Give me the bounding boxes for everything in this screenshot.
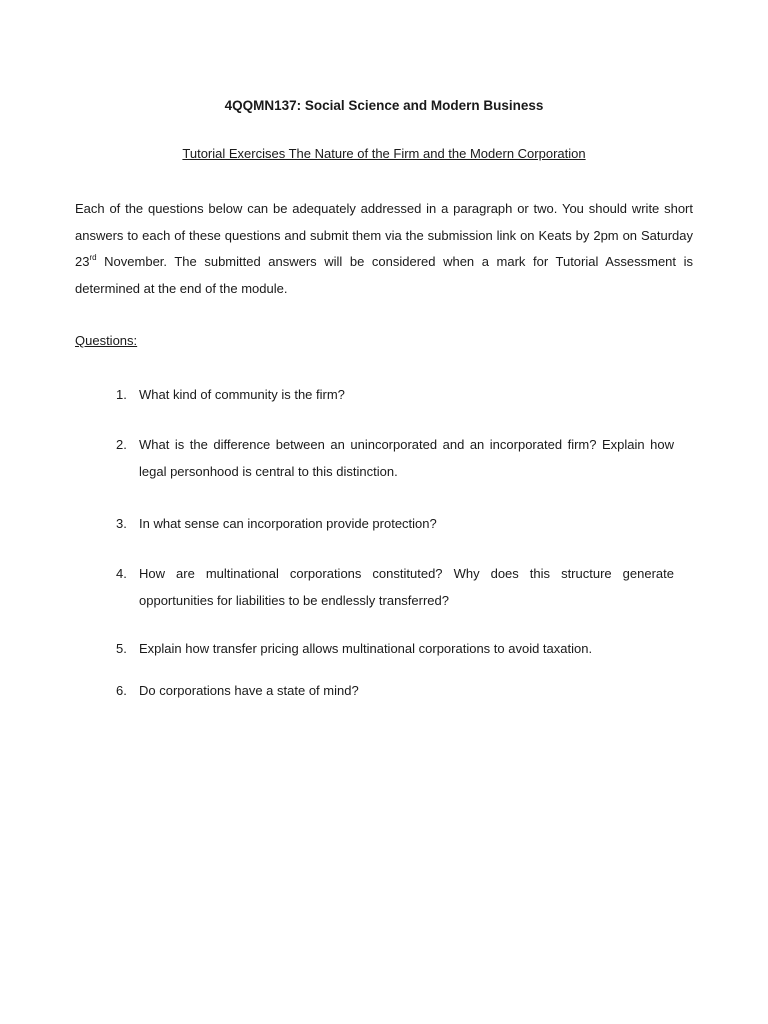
question-number: 6. bbox=[116, 683, 127, 698]
document-title: 4QQMN137: Social Science and Modern Business bbox=[224, 98, 544, 113]
question-number: 3. bbox=[116, 516, 127, 531]
intro-text-part2: November. The submitted answers will be considered when a mark for Tutorial Assessment is determined at the end of the module. bbox=[75, 254, 693, 296]
question-number: 1. bbox=[116, 387, 127, 402]
intro-ordinal-suffix: rd bbox=[89, 253, 97, 262]
question-text: Explain how transfer pricing allows multinational corporations to avoid taxation. bbox=[139, 641, 593, 656]
questions-heading: Questions: bbox=[75, 333, 138, 348]
question-number: 5. bbox=[116, 641, 127, 656]
question-text: What kind of community is the firm? bbox=[139, 387, 345, 402]
question-number: 4. bbox=[116, 566, 127, 581]
question-text: What is the difference between an unincorporated and an incorporated firm? Explain how legal personhood is central to this distinction. bbox=[139, 437, 674, 479]
question-number: 2. bbox=[116, 437, 127, 452]
question-text: Do corporations have a state of mind? bbox=[139, 683, 359, 698]
question-text: How are multinational corporations constituted? Why does this structure generate opportunities for liabilities to be endlessly transferred? bbox=[139, 566, 674, 608]
question-text: In what sense can incorporation provide protection? bbox=[139, 516, 437, 531]
intro-text-part1: Each of the questions below can be adequately addressed in a paragraph or two. You should write short answers to each of these questions and submit them via the submission link on Keats by 2pm on Saturday 23 bbox=[75, 201, 693, 269]
document-subtitle: Tutorial Exercises The Nature of the Firm and the Modern Corporation bbox=[182, 146, 586, 161]
